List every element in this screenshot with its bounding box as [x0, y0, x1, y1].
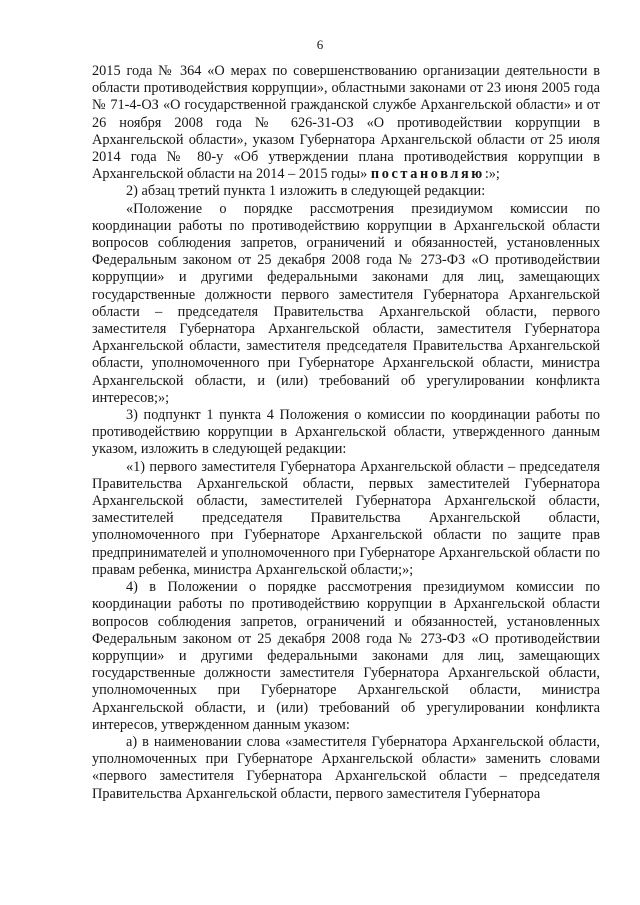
paragraph-tail: :»; — [484, 166, 500, 183]
paragraph-item-2-quote: «Положение о порядке рассмотрения президиумом комиссии по координации работы по противодействию коррупции в Архангельской области вопросов соблюдения запретов, ограничений и обязанностей, установленных Федеральным законом от 25 декабря 2008 года № 273-ФЗ «О противодействии коррупции» и другими федеральными законами для лиц, замещающих государственные должности первого заместителя Губернатора Архангельской области – председателя Правительства Архангельской области, первого заместителя Губернатора Архангельской области, заместителя Губернатора Архангельской области, заместителя председателя Правительства Архангельской области, уполномоченного при Губернаторе Архангельской области, министра Архангельской области, и (или) требований об урегулировании конфликта интересов;»; — [92, 200, 600, 406]
paragraph-item-3-quote: «1) первого заместителя Губернатора Архангельской области – председателя Правительства Архангельской области, первых заместителей Губернатора Архангельской области, заместителей Губернатора Архангельской области, заместителей председателя Правительства Архангельской области, уполномоченного при Губернаторе Архангельской области по защите прав предпринимателей и уполномоченного при Губернаторе Архангельской области по правам ребенка, министра Архангельской области;»; — [92, 458, 600, 578]
paragraph-item-3: 3) подпункт 1 пункта 4 Положения о комиссии по координации работы по противодействию коррупции в Архангельской области, утвержденного данным указом, изложить в следующей редакции: — [92, 407, 600, 458]
paragraph-item-2: 2) абзац третий пункта 1 изложить в следующей редакции: — [126, 183, 486, 200]
paragraph-item-4: 4) в Положении о порядке рассмотрения президиумом комиссии по координации работы по противодействию коррупции в Архангельской области вопросов соблюдения запретов, ограничений и обязанностей, установленных Федеральным законом от 25 декабря 2008 года № 273-ФЗ «О противодействии коррупции» и другими федеральными законами для лиц, замещающих государственные должности заместителя Губернатора Архангельской области, уполномоченных при Губернаторе Архангельской области, министра Архангельской области, и (или) требований об урегулировании конфликта интересов, утвержденном данным указом: — [92, 579, 600, 733]
paragraph-text: 2015 года № 364 «О мерах по совершенствованию организации деятельности в области противодействия коррупции», областными законами от 23 июня 2005 года № 71-4-ОЗ «О государственной гражданской службе Архангельской области» и от 26 ноября 2008 года № 626-31-ОЗ «О противодействии коррупции в Архангельской области», указом Губернатора Архангельской области от 25 июля 2014 года № 80-у «Об утверждении плана противодействия коррупции в Архангельской области на 2014 – 2015 годы» — [92, 63, 600, 183]
document-body — [92, 63, 600, 803]
paragraph-item-4a: а) в наименовании слова «заместителя Губернатора Архангельской области, уполномоченных при Губернаторе Архангельской области» заменить словами «первого заместителя Губернатора Архангельской области – председателя Правительства Архангельской области, первого заместителя Губернатора — [92, 733, 600, 802]
paragraph-preamble-continuation — [92, 63, 600, 183]
emphasis-decree-word: постановляю — [370, 166, 485, 183]
page-number: 6 — [316, 37, 324, 52]
